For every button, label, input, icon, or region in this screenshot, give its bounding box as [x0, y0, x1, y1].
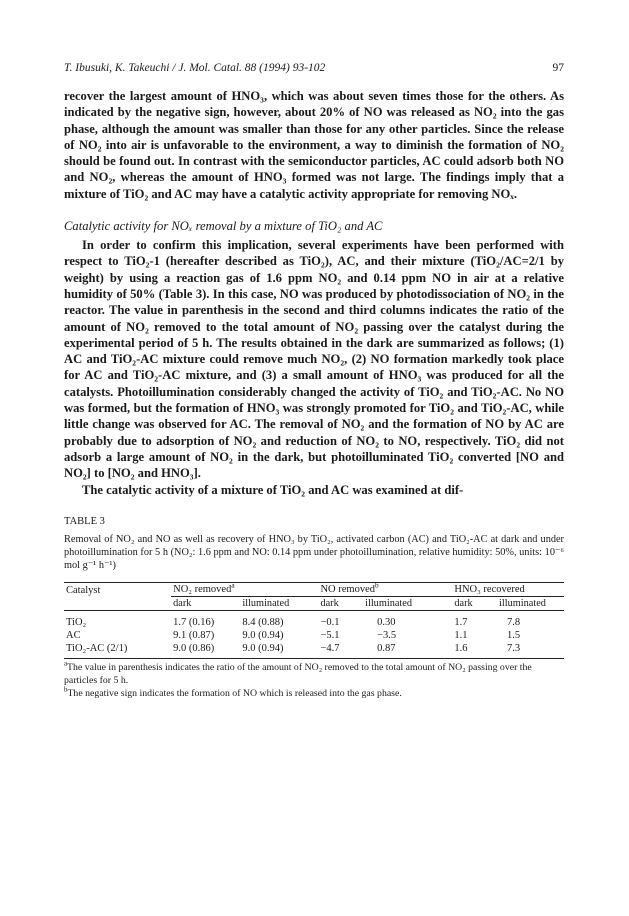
table-label: TABLE 3 — [64, 515, 105, 527]
sub-dark: dark — [320, 598, 339, 610]
cell-catalyst: TiO₂-AC (2/1) — [66, 643, 128, 655]
page-number: 97 — [552, 62, 564, 74]
body-paragraph-3: The catalytic activity of a mixture of TiO₂ and AC was examined at dif- — [82, 482, 464, 497]
cell-value: −0.1 — [320, 617, 340, 629]
col-catalyst-header: Catalyst — [66, 584, 101, 596]
cell-value: 9.0 (0.94) — [242, 630, 284, 642]
table-row — [64, 642, 564, 659]
cell-value: 8.4 (0.88) — [242, 617, 284, 629]
cell-value: 9.1 (0.87) — [173, 630, 215, 642]
col-hno3-recovered-header: HNO₃ recovered — [452, 583, 564, 597]
cell-value: −5.1 — [320, 630, 340, 642]
cell-value: 7.8 — [507, 617, 521, 629]
cell-value: 0.87 — [377, 643, 396, 655]
cell-value: 9.0 (0.94) — [242, 643, 284, 655]
table-footnote-a: $^a$The value in parenthesis indicates the ratio of the amount of NO₂ removed to the total amount of NO₂ passing over the particles for 5 h. — [64, 661, 532, 687]
cell-value: 1.5 — [507, 630, 521, 642]
sub-dark: dark — [454, 598, 473, 610]
cell-value: 1.1 — [454, 630, 468, 642]
table-subheader-row — [64, 597, 564, 611]
table-group-header-row — [64, 583, 564, 597]
cell-value: 1.6 — [454, 643, 468, 655]
col-no-removed-header: NO removed$^b$ — [318, 583, 452, 597]
body-paragraph-2: In order to confirm this implication, several experiments have been performed with respect to TiO₂-1 (hereafter described as TiO₂), AC, and their mixture (TiO₂/AC=2/1 by weight) by using a reaction gas of 1.6 ppm NO₂ and 0.14 ppm NO in air at a relative humidity of 50% (Table 3). In this case, NO was produced by photodissociation of NO₂ in the reactor. The value in parenthesis in the second and third columns indicates the ratio of the amount of NO₂ removed to the total amount of NO₂ passing over the catalyst during the experimental period of 5 h. The results obtained in the dark are summarized as follows; (1) AC and TiO₂-AC mixture could remove much NO₂, (2) NO formation markedly took place for AC and TiO₂-AC mixture, and (3) a small amount of HNO₃ was produced for all the catalysts. Photoillumination considerably changed the activity of TiO₂ and TiO₂-AC. No NO was formed, but the formation of HNO₃ was strongly promoted for TiO₂ and TiO₂-AC, while little change was observed for AC. The removal of NO₂ and the formation of NO by AC are probably due to adsorption of NO₂ and reduction of NO₂ to NO, respectively. TiO₂ did not adsorb a large amount of NO₂ in the dark, but photoilluminated TiO₂ converted [NO and NO₂] to [NO₂ and HNO₃]. — [64, 238, 564, 481]
table-caption: Removal of NO₂ and NO as well as recovery of HNO₃ by TiO₂, activated carbon (AC) and TiO₂-AC at dark and under photoillumination for 5 h (NO₂: 1.6 ppm and NO: 0.14 ppm under photoillumination, relative humidity: 50%, units: 10⁻⁶ mol g⁻¹ h⁻¹) — [64, 533, 564, 572]
cell-value: −4.7 — [320, 643, 340, 655]
cell-value: 1.7 — [454, 617, 468, 629]
section-heading: Catalytic activity for NOₓ removal by a mixture of TiO₂ and AC — [64, 219, 383, 234]
journal-citation: T. Ibusuki, K. Takeuchi / J. Mol. Catal. 88 (1994) 93-102 — [64, 62, 326, 74]
running-header — [64, 62, 564, 74]
sub-dark: dark — [173, 598, 192, 610]
cell-catalyst: AC — [66, 630, 81, 642]
cell-value: 9.0 (0.86) — [173, 643, 215, 655]
sub-illuminated: illuminated — [242, 598, 290, 610]
col-no2-removed-header: NO₂ removed$^a$ — [171, 583, 318, 597]
table-row — [64, 629, 564, 642]
cell-value: −3.5 — [377, 630, 397, 642]
cell-catalyst: TiO₂ — [66, 617, 87, 629]
sub-illuminated: illuminated — [499, 598, 546, 610]
cell-value: 0.30 — [377, 617, 396, 629]
page — [64, 62, 564, 700]
table-footnote-b: $^b$The negative sign indicates the formation of NO which is released into the gas phase. — [64, 686, 402, 699]
cell-value: 7.3 — [507, 643, 521, 655]
body-paragraph-1: recover the largest amount of HNO₃, which was about seven times those for the others. As indicated by the negative sign, however, about 20% of NO was released as NO₂ into the gas phase, although the amount was smaller than those for any other particles. Since the release of NO₂ into air is unfavorable to the environment, a way to diminish the formation of NO₂ should be found out. In contrast with the semiconductor particles, AC could adsorb both NO and NO₂, whereas the amount of HNO₃ formed was not large. The findings imply that a mixture of TiO₂ and AC may have a catalytic activity appropriate for removing NOₓ. — [64, 89, 564, 201]
table-row — [64, 611, 564, 630]
results-table — [64, 582, 564, 659]
sub-illuminated: illuminated — [365, 598, 412, 610]
cell-value: 1.7 (0.16) — [173, 617, 215, 629]
